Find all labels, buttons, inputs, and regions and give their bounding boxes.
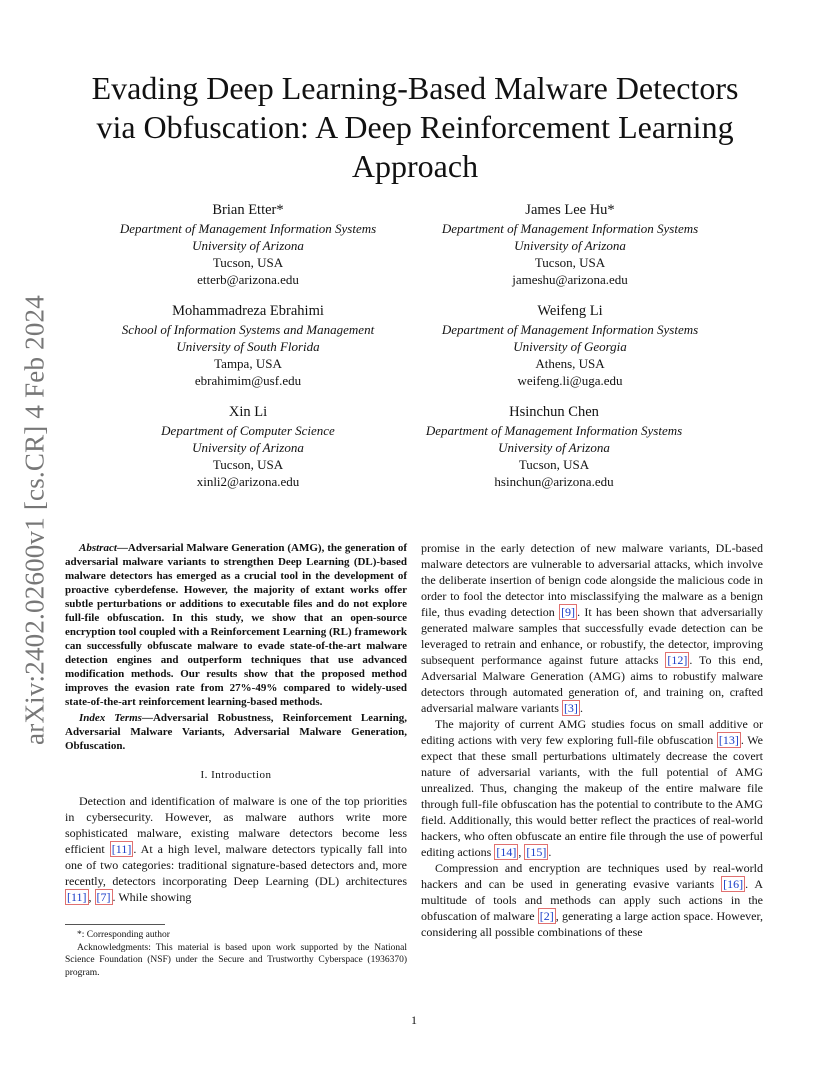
author-location: Athens, USA	[535, 356, 605, 371]
author-email: jameshu@arizona.edu	[512, 272, 628, 287]
citation-link[interactable]: [2]	[539, 909, 554, 923]
paragraph-text: ,	[518, 845, 525, 859]
author-university: University of Arizona	[498, 440, 610, 455]
title-line: Evading Deep Learning-Based Malware Detectors	[91, 70, 739, 106]
author-location: Tucson, USA	[534, 255, 606, 270]
section-heading: I. Introduction	[200, 769, 272, 781]
citation-link[interactable]: [11]	[111, 842, 132, 856]
intro-paragraph	[421, 716, 763, 860]
author-email: hsinchun@arizona.edu	[494, 474, 614, 489]
author-university: University of Arizona	[192, 238, 304, 253]
intro-paragraph	[421, 540, 763, 716]
author-name: James Lee Hu*	[525, 202, 615, 218]
index-terms-lead: Index Terms	[79, 712, 142, 724]
footnote-acknowledgments: Acknowledgments: This material is based upon work supported by the National Science Foundation (NSF) under the Secure and Trustworthy Cyberspace (1936370) program.	[65, 942, 407, 978]
footnotes	[65, 924, 407, 979]
citation-link[interactable]: [3]	[563, 701, 578, 715]
author-name: Weifeng Li	[537, 303, 603, 319]
index-terms-text: —Adversarial Robustness, Reinforcement Learning, Adversarial Malware Variants, Adversarial Malware Generation, Obfuscation.	[65, 712, 407, 752]
author-university: University of Arizona	[192, 440, 304, 455]
paragraph-text: ,	[88, 890, 95, 904]
author-block	[98, 201, 398, 288]
author-name: Xin Li	[228, 404, 268, 420]
intro-paragraph	[421, 860, 763, 940]
author-email: etterb@arizona.edu	[197, 272, 299, 287]
paragraph-text: . A multitude of tools and methods can apply such actions in the obfuscation of malware	[421, 877, 763, 923]
paragraph-text: , generating a large action space. However, considering all possible combinations of these	[421, 909, 764, 939]
author-location: Tucson, USA	[212, 255, 284, 270]
author-location: Tucson, USA	[212, 457, 284, 472]
author-department: Department of Management Information Systems	[425, 423, 683, 438]
citation-link[interactable]: [7]	[96, 890, 111, 904]
paragraph-text: Compression and encryption are techniques used by real-world hackers and can be used in generating evasive variants	[421, 861, 763, 891]
abstract-lead: Abstract	[79, 542, 117, 554]
author-block	[420, 302, 720, 389]
author-university: University of Georgia	[513, 339, 627, 354]
citation-link[interactable]: [9]	[561, 605, 576, 619]
index-terms	[65, 711, 407, 753]
arxiv-identifier-stamp: arXiv:2402.02600v1 [cs.CR] 4 Feb 2024	[19, 295, 50, 745]
right-column	[421, 540, 763, 940]
paragraph-text: . While showing	[112, 890, 192, 904]
citation-link[interactable]: [13]	[718, 733, 739, 747]
author-name: Brian Etter*	[212, 202, 284, 218]
author-email: ebrahimim@usf.edu	[194, 373, 302, 388]
citation-link[interactable]: [14]	[496, 845, 517, 859]
author-university: University of South Florida	[176, 339, 320, 354]
author-department: Department of Management Information Systems	[441, 221, 699, 236]
paper-title	[80, 69, 750, 186]
footnote-rule	[65, 924, 165, 925]
abstract	[65, 541, 407, 709]
citation-link[interactable]: [16]	[723, 877, 744, 891]
paragraph-text: promise in the early detection of new malware variants, DL-based malware detectors are vulnerable to adversarial attacks, which involve the deliberate insertion of benign code alongside the malicious code in order to fool the detector into misclassifying the malware as a benign file, thus evading detection	[421, 541, 763, 619]
author-name: Hsinchun Chen	[509, 404, 599, 420]
citation-link[interactable]: [12]	[667, 653, 688, 667]
title-line: via Obfuscation: A Deep Reinforcement Learning	[96, 109, 734, 145]
author-department: Department of Computer Science	[161, 423, 335, 438]
footnote-corresponding: *: Corresponding author	[77, 930, 170, 940]
paragraph-text: . At a high level, malware detectors typically fall into one of two categories: traditional signature-based detectors and, more recently, detectors incorporating Deep Learning (DL) architectures	[65, 842, 407, 888]
author-department: Department of Management Information Systems	[441, 322, 699, 337]
citation-link[interactable]: [15]	[526, 845, 547, 859]
left-column	[65, 541, 407, 905]
paragraph-text: Detection and identification of malware is one of the top priorities in cybersecurity. However, as malware authors write more sophisticated malware, existing malware detectors become less efficient	[65, 794, 407, 856]
author-department: School of Information Systems and Management	[121, 322, 375, 337]
paragraph-text: . It has been shown that adversarially generated malware samples that successfully evade detection can be leveraged to retrain and enhance, or robustify, the detector, improving subsequent performance against future attacks	[421, 605, 763, 667]
citation-link[interactable]: [11]	[67, 890, 87, 904]
author-department: Department of Management Information Systems	[119, 221, 377, 236]
paragraph-text: .	[579, 701, 583, 715]
author-location: Tampa, USA	[214, 356, 282, 371]
paragraph-text: . To this end, Adversarial Malware Generation (AMG) aims to robustify malware detectors through automated generation of, and training on, crafted adversarial malware variants	[421, 653, 763, 715]
author-block	[394, 403, 714, 490]
author-name: Mohammadreza Ebrahimi	[172, 303, 324, 319]
title-line: Approach	[351, 148, 479, 184]
author-location: Tucson, USA	[518, 457, 590, 472]
paragraph-text: .	[548, 845, 552, 859]
page-number: 1	[411, 1013, 417, 1027]
paragraph-text: . We expect that these small perturbations ultimately decrease the covert nature of adversarial variants, with the full potential of AMG unrealized. Thus, changing the makeup of the entire malware file through full-file obfuscation has the potential to contribute to the AMG field. Additionally, this would better reflect the practices of real-world hackers, who often obfuscate an entire file through the use of powerful editing actions	[421, 733, 763, 859]
author-block	[420, 201, 720, 288]
author-email: weifeng.li@uga.edu	[517, 373, 623, 388]
paragraph-text: The majority of current AMG studies focus on small additive or editing actions with very few exploring full-file obfuscation	[421, 717, 763, 747]
intro-paragraph	[65, 793, 407, 905]
author-block	[98, 403, 398, 490]
author-block	[98, 302, 398, 389]
abstract-text: —Adversarial Malware Generation (AMG), the generation of adversarial malware variants to strengthen Deep Learning (DL)-based malware detectors has emerged as a crucial tool in the development of proactive cyberdefense. However, the majority of extant works offer subtle perturbations or additions to executable files and do not explore full-file obfuscation. In this study, we show that an open-source encryption tool coupled with a Reinforcement Learning (RL) framework can successfully obfuscate malware to evade state-of-the-art malware detection engines and outperform techniques that use advanced modification methods. Our results show that the proposed method improves the evasion rate from 27%-49% compared to widely-used state-of-the-art reinforcement learning-based methods.	[65, 542, 407, 708]
author-university: University of Arizona	[514, 238, 626, 253]
author-email: xinli2@arizona.edu	[196, 474, 300, 489]
